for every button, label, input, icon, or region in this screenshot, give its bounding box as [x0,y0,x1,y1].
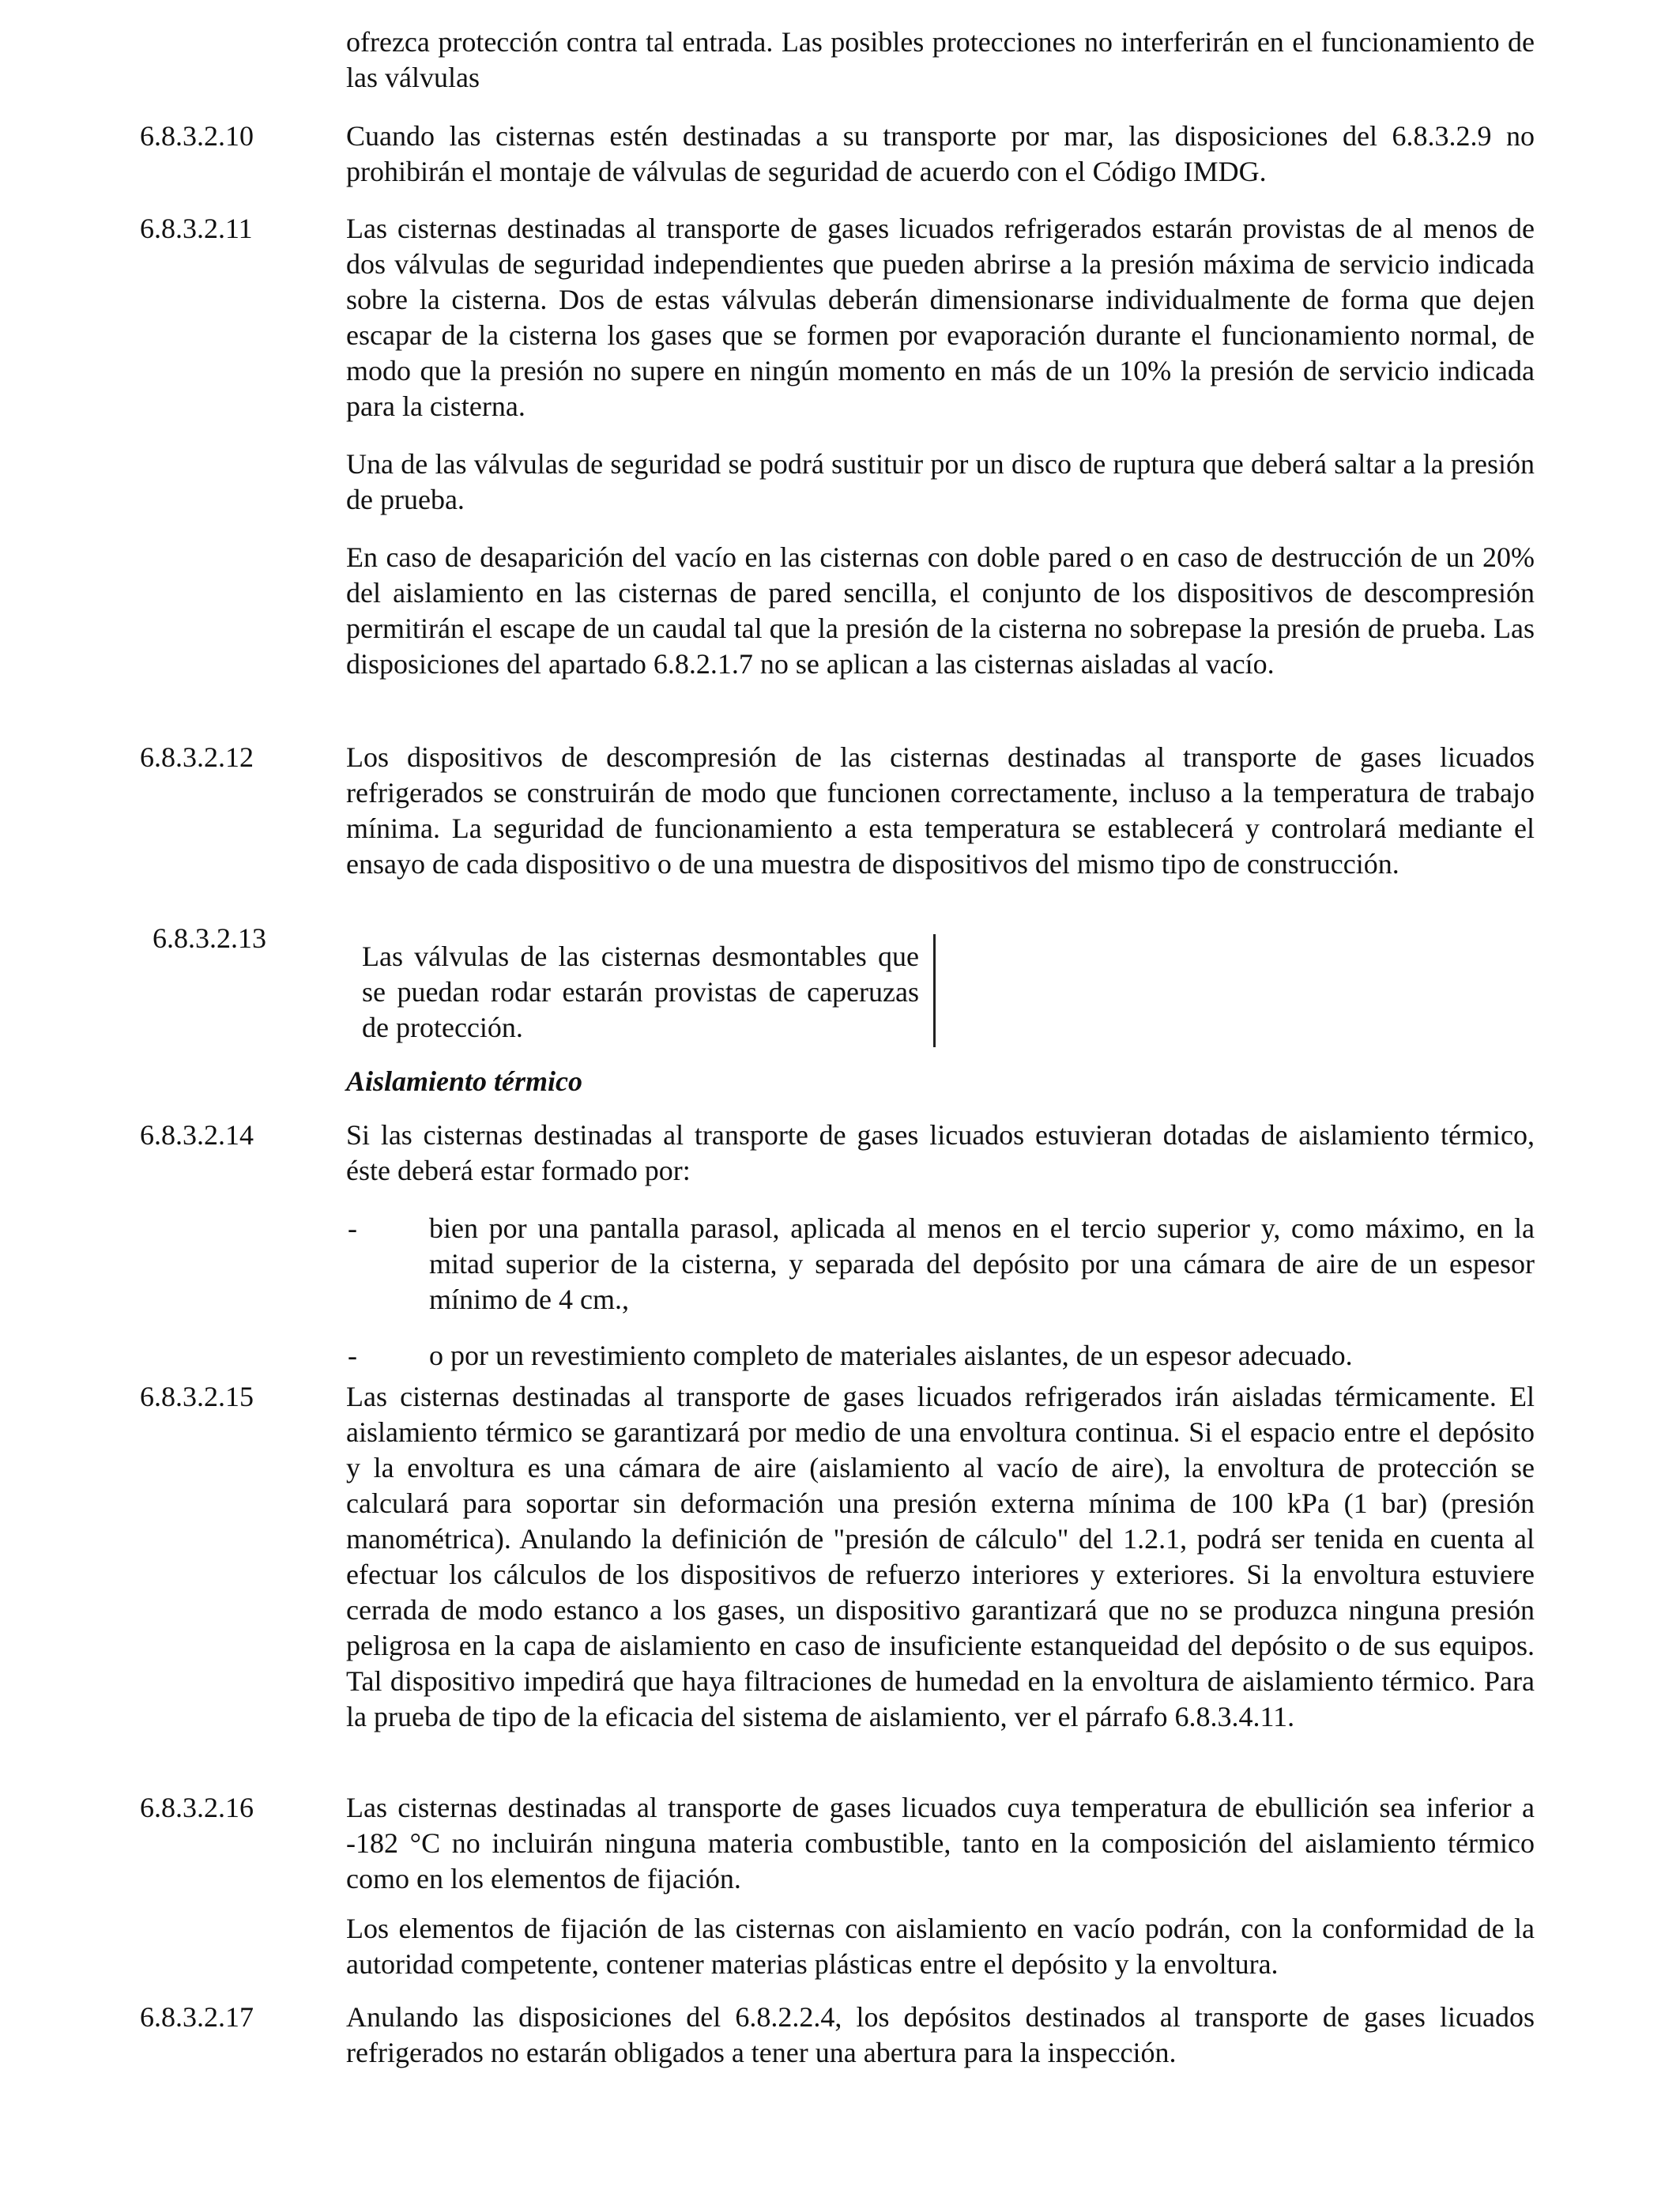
section-number: 6.8.3.2.16 [140,1792,254,1823]
intro-paragraph: ofrezca protección contra tal entrada. Las posibles protecciones no interferirán en el funcionamiento de las válvulas [346,26,1535,93]
section-paragraph: Anulando las disposiciones del 6.8.2.2.4, los depósitos destinados al transporte de gases licuados refrigerados no estarán obligados a tener una abertura para la inspección. [346,2001,1535,2068]
boxed-paragraph: Las válvulas de las cisternas desmontables que se puedan rodar estarán provistas de caperuzas de protección. [346,934,936,1047]
section-paragraph: Si las cisternas destinadas al transporte de gases licuados estuvieran dotadas de aislamiento térmico, éste deberá estar formado por: [346,1119,1535,1186]
list-bullet: - [348,1212,357,1244]
section-number: 6.8.3.2.15 [140,1381,254,1412]
section-paragraph: Los dispositivos de descompresión de las cisternas destinadas al transporte de gases licuados refrigerados se construirán de modo que funcionen correctamente, incluso a la temperatura de trabajo mínima. La seguridad de funcionamiento a esta temperatura se establecerá y controlará mediante el ensayo de cada dispositivo o de una muestra de dispositivos del mismo tipo de construcción. [346,741,1535,880]
list-item: o por un revestimiento completo de materiales aislantes, de un espesor adecuado. [429,1340,1353,1371]
list-bullet: - [348,1340,357,1371]
section-number: 6.8.3.2.14 [140,1119,254,1151]
section-paragraph: Las cisternas destinadas al transporte de gases licuados refrigerados irán aisladas térmicamente. El aislamiento térmico se garantizará por medio de una envoltura continua. Si el espacio entre el depósito y la envoltura es una cámara de aire (aislamiento al vacío de aire), la envoltura de protección se calculará para soportar sin deformación una presión externa mínima de 100 kPa (1 bar) (presión manométrica). Anulando la definición de "presión de cálculo" del 1.2.1, podrá ser tenida en cuenta al efectuar los cálculos de los dispositivos de refuerzo interiores y exteriores. Si la envoltura estuviere cerrada de modo estanco a los gases, un dispositivo garantizará que no se produzca ninguna presión peligrosa en la capa de aislamiento en caso de insuficiente estanqueidad del depósito o de sus equipos. Tal dispositivo impedirá que haya filtraciones de humedad en la envoltura de aislamiento térmico. Para la prueba de tipo de la eficacia del sistema de aislamiento, ver el párrafo 6.8.3.4.11. [346,1381,1535,1732]
section-paragraph: Los elementos de fijación de las cisternas con aislamiento en vacío podrán, con la conformidad de la autoridad competente, contener materias plásticas entre el depósito y la envoltura. [346,1913,1535,1980]
list-item: bien por una pantalla parasol, aplicada al menos en el tercio superior y, como máximo, en la mitad superior de la cisterna, y separada del depósito por una cámara de aire de un espesor mínimo de 4 cm., [429,1212,1535,1315]
section-number: 6.8.3.2.17 [140,2001,254,2033]
section-number: 6.8.3.2.10 [140,120,254,152]
section-number: 6.8.3.2.11 [140,213,253,244]
section-number: 6.8.3.2.12 [140,741,254,773]
section-paragraph: En caso de desaparición del vacío en las cisternas con doble pared o en caso de destrucción de un 20% del aislamiento en las cisternas de pared sencilla, el conjunto de los dispositivos de descompresión permitirán el escape de un caudal tal que la presión de la cisterna no sobrepase la presión de prueba. Las disposiciones del apartado 6.8.2.1.7 no se aplican a las cisternas aisladas al vacío. [346,541,1535,680]
section-paragraph: Una de las válvulas de seguridad se podrá sustituir por un disco de ruptura que deberá saltar a la presión de prueba. [346,448,1535,515]
section-paragraph: Las cisternas destinadas al transporte de gases licuados refrigerados estarán provistas de al menos de dos válvulas de seguridad independientes que pueden abrirse a la presión máxima de servicio indicada sobre la cisterna. Dos de estas válvulas deberán dimensionarse individualmente de forma que dejen escapar de la cisterna los gases que se formen por evaporación durante el funcionamiento normal, de modo que la presión no supere en ningún momento en más de un 10% la presión de servicio indicada para la cisterna. [346,213,1535,422]
section-number: 6.8.3.2.13 [153,922,266,954]
section-heading: Aislamiento térmico [346,1065,583,1097]
section-paragraph: Cuando las cisternas estén destinadas a su transporte por mar, las disposiciones del 6.8.3.2.9 no prohibirán el montaje de válvulas de seguridad de acuerdo con el Código IMDG. [346,120,1535,187]
section-paragraph: Las cisternas destinadas al transporte de gases licuados cuya temperatura de ebullición sea inferior a -182 °C no incluirán ninguna materia combustible, tanto en la composición del aislamiento térmico como en los elementos de fijación. [346,1792,1535,1894]
